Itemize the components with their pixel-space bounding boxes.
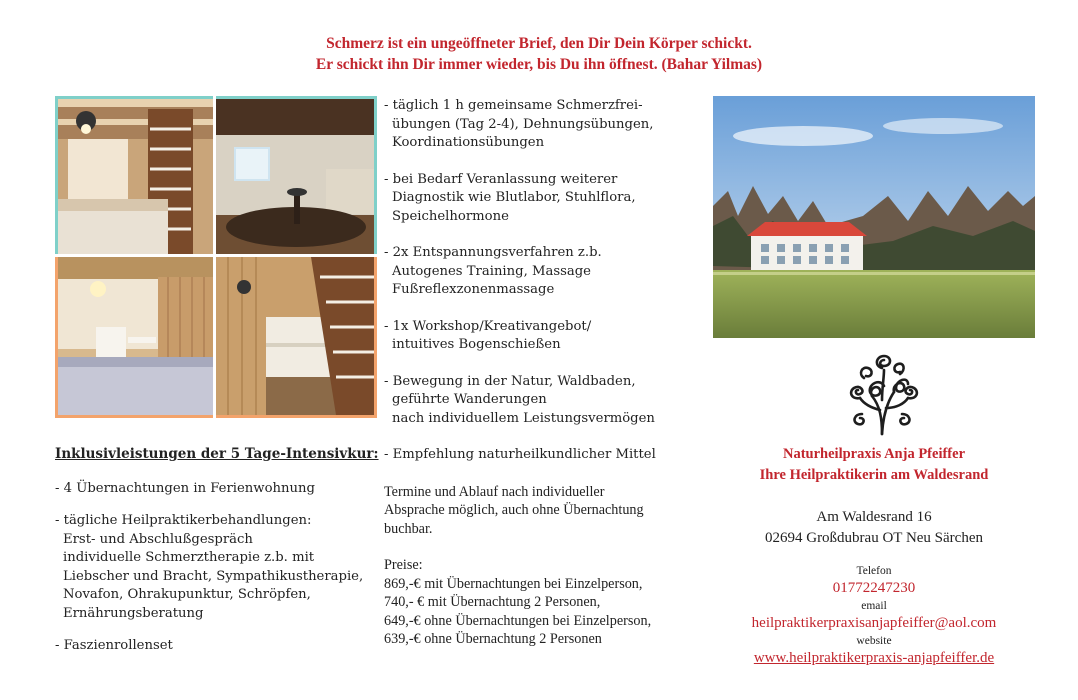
list-item-line: intuitives Bogenschießen <box>392 337 561 352</box>
list-item-line: Koordinationsübungen <box>392 135 545 150</box>
photo-bedroom-stairs <box>55 96 213 254</box>
treatments-line: Erst- und Abschlußgespräch <box>63 531 253 547</box>
inclusive-heading: Inklusivleistungen der 5 Tage-Intensivkur: <box>55 446 379 462</box>
item-accommodation: - 4 Übernachtungen in Ferienwohnung <box>55 480 315 496</box>
list-item-line: - Bewegung in der Natur, Waldbaden, <box>384 373 636 389</box>
phone-number[interactable]: 01772247230 <box>832 580 916 596</box>
list-item <box>384 446 704 465</box>
quote-line-1: Schmerz ist ein ungeöffneter Brief, den Dir Dein Körper schickt. <box>326 35 752 52</box>
list-item-line: Autogenes Training, Massage <box>392 263 591 279</box>
price-line: 740,- € mit Übernachtung 2 Personen, <box>384 594 601 610</box>
services-list <box>384 97 704 649</box>
inclusive-services <box>55 445 379 670</box>
treatments-line: Liebscher und Bracht, Sympathikustherapie, <box>63 568 364 584</box>
phone-label: Telefon <box>856 565 892 577</box>
treatments-line: Novafon, Ohrakupunktur, Schröpfen, <box>63 587 311 602</box>
treatments-line: individuelle Schmerztherapie z.b. mit <box>63 550 315 565</box>
list-item <box>384 171 704 227</box>
email-label: email <box>861 600 887 612</box>
list-item-line: - Empfehlung naturheilkundlicher Mittel <box>384 447 656 462</box>
quote-line-2: Er schickt ihn Dir immer wieder, bis Du ihn öffnest. (Bahar Yilmas) <box>315 56 763 73</box>
prices-label: Preise: <box>384 557 423 573</box>
spiral-tree-logo-icon <box>842 348 922 436</box>
appointment-line: Termine und Ablauf nach individueller <box>384 483 605 500</box>
price-line: 649,-€ ohne Übernachtungen bei Einzelperson, <box>384 612 652 629</box>
list-item-line: - täglich 1 h gemeinsame Schmerzfrei- <box>384 98 643 113</box>
email-address[interactable]: heilpraktikerpraxisanjapfeiffer@aol.com <box>751 615 997 631</box>
item-treatments <box>55 512 375 623</box>
list-item <box>384 373 704 429</box>
address-street: Am Waldesrand 16 <box>816 509 932 525</box>
list-item-line: nach individuellem Leistungsvermögen <box>392 410 655 426</box>
list-item <box>384 97 704 153</box>
address-city: 02694 Großdubrau OT Neu Särchen <box>764 530 983 546</box>
list-item-line: - bei Bedarf Veranlassung weiterer <box>384 171 618 187</box>
appointment-note <box>384 483 704 539</box>
list-item-line: übungen (Tag 2-4), Dehnungsübungen, <box>392 116 654 132</box>
quote-block <box>0 33 1078 75</box>
list-item <box>384 318 704 355</box>
photo-bedroom-table <box>55 257 213 418</box>
list-item-line: geführte Wanderungen <box>392 392 547 407</box>
price-line: 639,-€ ohne Übernachtung 2 Personen <box>384 631 602 647</box>
photo-practice-landscape <box>713 96 1035 338</box>
appointment-line: Absprache möglich, auch ohne Übernachtung <box>384 502 644 518</box>
price-line: 869,-€ mit Übernachtungen bei Einzelperson, <box>384 575 643 592</box>
list-item-line: Diagnostik wie Blutlabor, Stuhlflora, <box>392 190 636 205</box>
list-item-line: Speichelhormone <box>392 208 509 224</box>
website-link[interactable]: www.heilpraktikerpraxis-anjapfeiffer.de <box>753 650 995 666</box>
photo-living-room <box>216 96 377 254</box>
practice-name: Naturheilpraxis Anja Pfeiffer <box>782 446 966 462</box>
item-fascia-roll: - Faszienrollenset <box>55 638 173 653</box>
practice-tagline: Ihre Heilpraktikerin am Waldesrand <box>759 467 989 483</box>
appointment-line: buchbar. <box>384 520 433 537</box>
address <box>713 507 1035 549</box>
treatments-line: Ernährungsberatung <box>63 605 204 621</box>
website-label: website <box>856 635 892 647</box>
prices-block <box>384 556 704 649</box>
treatments-line: - tägliche Heilpraktikerbehandlungen: <box>55 513 312 528</box>
list-item-line: - 1x Workshop/Kreativangebot/ <box>384 318 592 334</box>
list-item-line: - 2x Entspannungsverfahren z.b. <box>384 245 602 260</box>
list-item-line: Fußreflexzonenmassage <box>392 282 555 297</box>
photo-collage <box>55 96 377 418</box>
list-item <box>384 244 704 300</box>
photo-kitchen-stairs <box>216 257 377 418</box>
contact-block <box>713 444 1035 668</box>
